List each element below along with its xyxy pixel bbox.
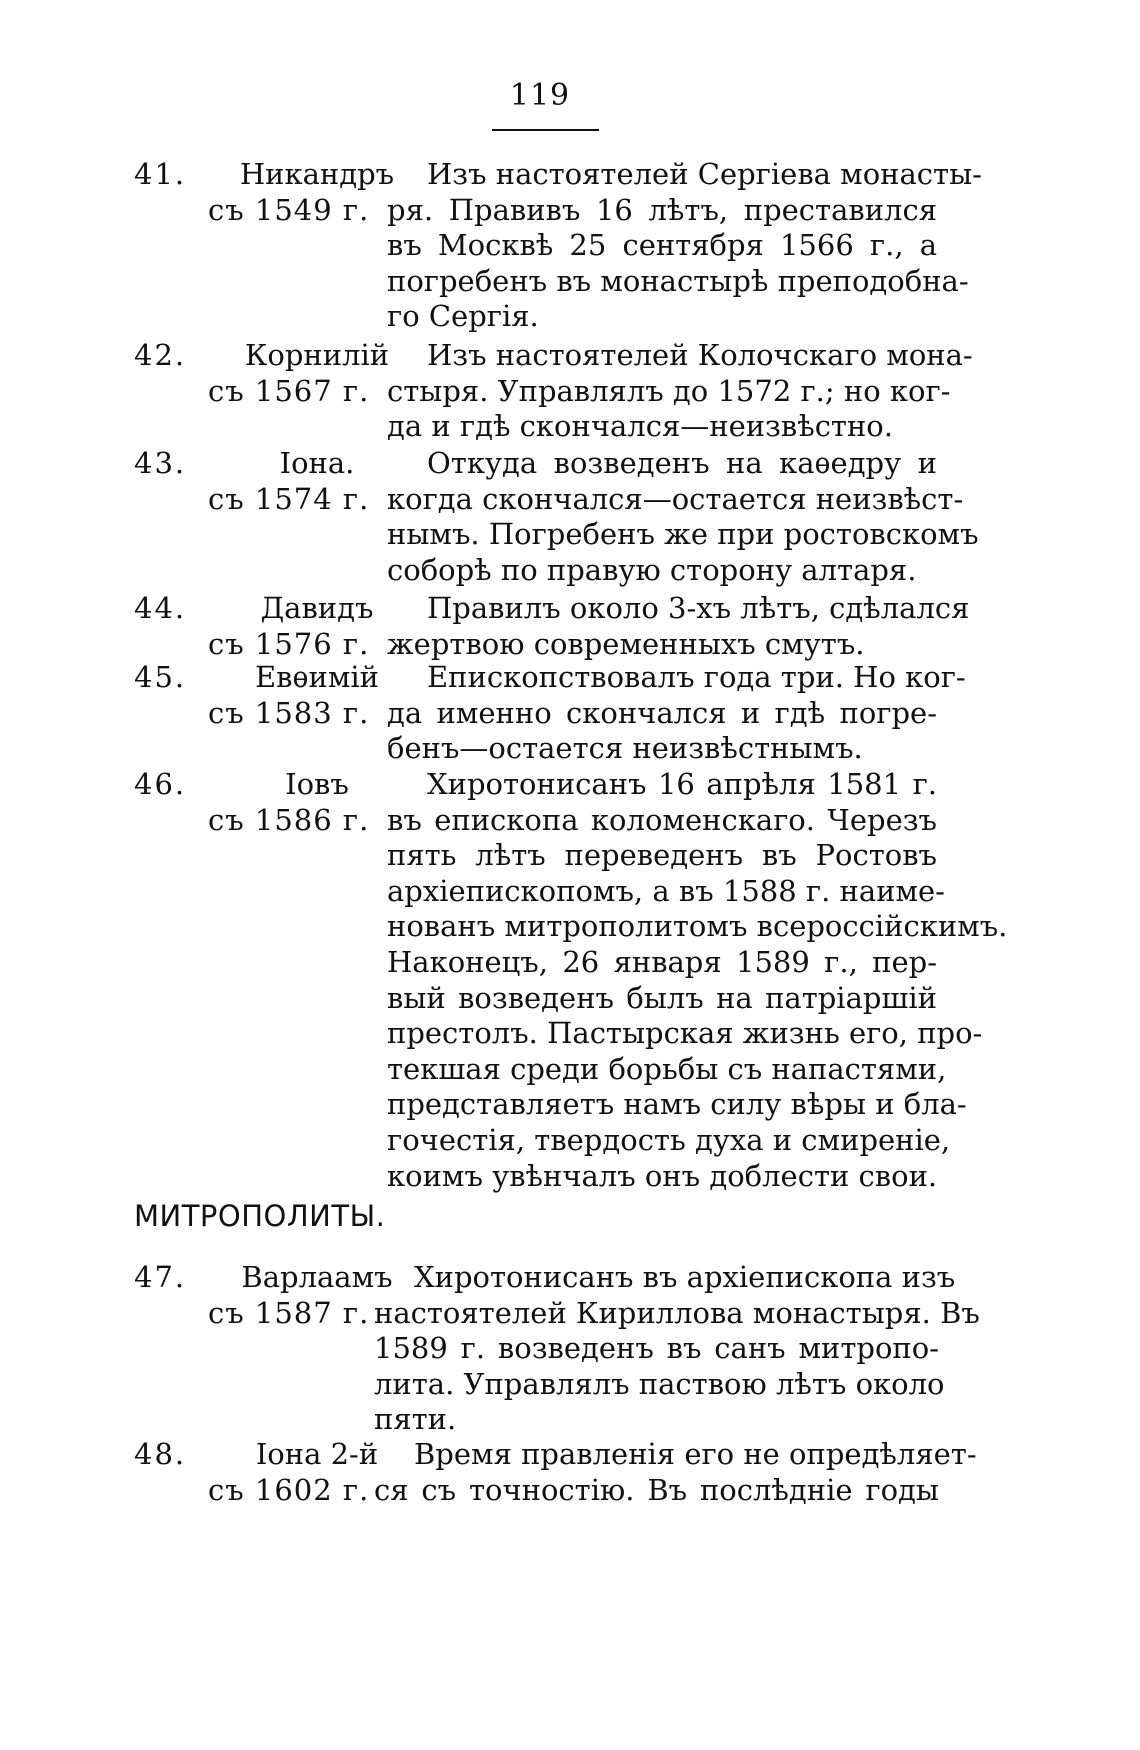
text-line: въ Москвѣ 25 сентября 1566 г., а bbox=[387, 228, 937, 263]
entry-year: съ 1587 г. bbox=[208, 1295, 370, 1330]
text-line: Откуда возведенъ на каѳедру и bbox=[427, 446, 937, 480]
entry-name: Никандръ bbox=[239, 157, 395, 191]
entry-description bbox=[387, 767, 1008, 1194]
text-line: жертвою современныхъ смутъ. bbox=[387, 626, 865, 661]
entry-45 bbox=[134, 660, 966, 768]
entry-number: 44. bbox=[134, 591, 187, 625]
entry-description bbox=[387, 157, 982, 335]
page-number-rule bbox=[492, 129, 599, 131]
entry-number: 42. bbox=[134, 338, 187, 372]
text-line: погребенъ въ монастырѣ преподобна- bbox=[387, 263, 969, 298]
entry-name: Корнилій bbox=[244, 338, 390, 372]
text-line: гочестія, твердость духа и смиреніе, bbox=[387, 1122, 951, 1157]
entry-description bbox=[374, 1260, 980, 1438]
text-line: пяти. bbox=[374, 1402, 457, 1437]
text-line: вый возведенъ былъ на патріаршій bbox=[387, 980, 937, 1015]
text-line: Изъ настоятелей Колочскаго мона- bbox=[427, 338, 973, 372]
entry-year: съ 1586 г. bbox=[208, 802, 370, 837]
text-line: ся съ точностію. Въ послѣдніе годы bbox=[374, 1472, 939, 1507]
text-line: соборѣ по правую сторону алтаря. bbox=[387, 552, 917, 587]
text-line: пять лѣтъ переведенъ въ Ростовъ bbox=[387, 838, 937, 873]
entry-42 bbox=[134, 338, 973, 448]
entry-46 bbox=[134, 767, 1008, 1197]
text-line: архіепископомъ, а въ 1588 г. наиме- bbox=[387, 873, 945, 908]
text-line: 1589 г. возведенъ въ санъ митропо- bbox=[374, 1331, 939, 1366]
text-line: представляетъ намъ силу вѣры и бла- bbox=[387, 1087, 967, 1122]
text-line: Епископствовалъ года три. Но ког- bbox=[427, 660, 966, 694]
text-line: го Сергія. bbox=[387, 299, 539, 334]
entry-name: Іовъ bbox=[285, 767, 349, 801]
entry-number: 46. bbox=[134, 767, 187, 801]
entry-year: съ 1567 г. bbox=[208, 373, 370, 408]
entry-number: 41. bbox=[134, 157, 187, 191]
text-line: да именно скончался и гдѣ погре- bbox=[387, 695, 937, 730]
entry-number: 48. bbox=[134, 1437, 187, 1471]
entry-name: Варлаамъ bbox=[241, 1260, 393, 1294]
entry-43 bbox=[134, 446, 979, 591]
entry-44 bbox=[134, 591, 970, 663]
entry-number: 43. bbox=[134, 446, 187, 480]
entry-year: съ 1549 г. bbox=[208, 192, 370, 227]
entry-description bbox=[387, 338, 973, 445]
entry-47 bbox=[134, 1260, 980, 1440]
entry-year: съ 1583 г. bbox=[208, 695, 370, 730]
text-line: текшая среди борьбы съ напастями, bbox=[387, 1051, 947, 1086]
text-line: престолъ. Пастырская жизнь его, про- bbox=[387, 1016, 983, 1051]
entry-year: съ 1602 г. bbox=[208, 1472, 370, 1507]
text-line: ря. Правивъ 16 лѣтъ, преставился bbox=[387, 192, 937, 227]
entry-48 bbox=[134, 1437, 977, 1512]
entry-description bbox=[387, 446, 979, 588]
text-line: Правилъ около 3-хъ лѣтъ, сдѣлался bbox=[427, 591, 970, 625]
entry-year: съ 1576 г. bbox=[208, 626, 370, 661]
entry-name: Евѳимій bbox=[254, 660, 379, 694]
entry-year: съ 1574 г. bbox=[208, 481, 370, 516]
page-number: 119 bbox=[509, 78, 571, 113]
text-line: Время правленія его не опредѣляет- bbox=[414, 1437, 977, 1471]
text-line: Хиротонисанъ въ архіепископа изъ bbox=[414, 1260, 956, 1294]
entry-name: Давидъ bbox=[260, 591, 374, 625]
text-line: нованъ митрополитомъ всероссійскимъ. bbox=[387, 909, 1008, 944]
text-line: лита. Управлялъ паствою лѣтъ около bbox=[374, 1366, 945, 1401]
entry-description bbox=[374, 1437, 977, 1508]
section-heading: МИТРОПОЛИТЫ. bbox=[134, 1199, 386, 1233]
text-line: Наконецъ, 26 января 1589 г., пер- bbox=[387, 944, 937, 979]
text-line: бенъ—остается неизвѣстнымъ. bbox=[387, 731, 863, 766]
entry-number: 47. bbox=[134, 1260, 187, 1294]
entry-name: Іона. bbox=[279, 446, 355, 480]
text-line: настоятелей Кириллова монастыря. Въ bbox=[374, 1295, 980, 1330]
entry-description bbox=[387, 660, 966, 767]
text-line: въ епископа коломенскаго. Черезъ bbox=[387, 802, 937, 837]
text-line: Хиротонисанъ 16 апрѣля 1581 г. bbox=[427, 767, 937, 801]
text-line: Изъ настоятелей Сергіева монасты- bbox=[427, 157, 982, 191]
entry-name: Іона 2-й bbox=[255, 1437, 379, 1471]
text-line: нымъ. Погребенъ же при ростовскомъ bbox=[387, 517, 979, 552]
text-line: коимъ увѣнчалъ онъ доблести свои. bbox=[387, 1158, 938, 1193]
text-line: да и гдѣ скончался—неизвѣстно. bbox=[387, 409, 893, 444]
entry-number: 45. bbox=[134, 660, 187, 694]
text-line: стыря. Управлялъ до 1572 г.; но ког- bbox=[387, 373, 951, 408]
text-line: когда скончался—остается неизвѣст- bbox=[387, 481, 964, 516]
entry-description bbox=[387, 591, 970, 662]
entry-41 bbox=[134, 157, 982, 337]
